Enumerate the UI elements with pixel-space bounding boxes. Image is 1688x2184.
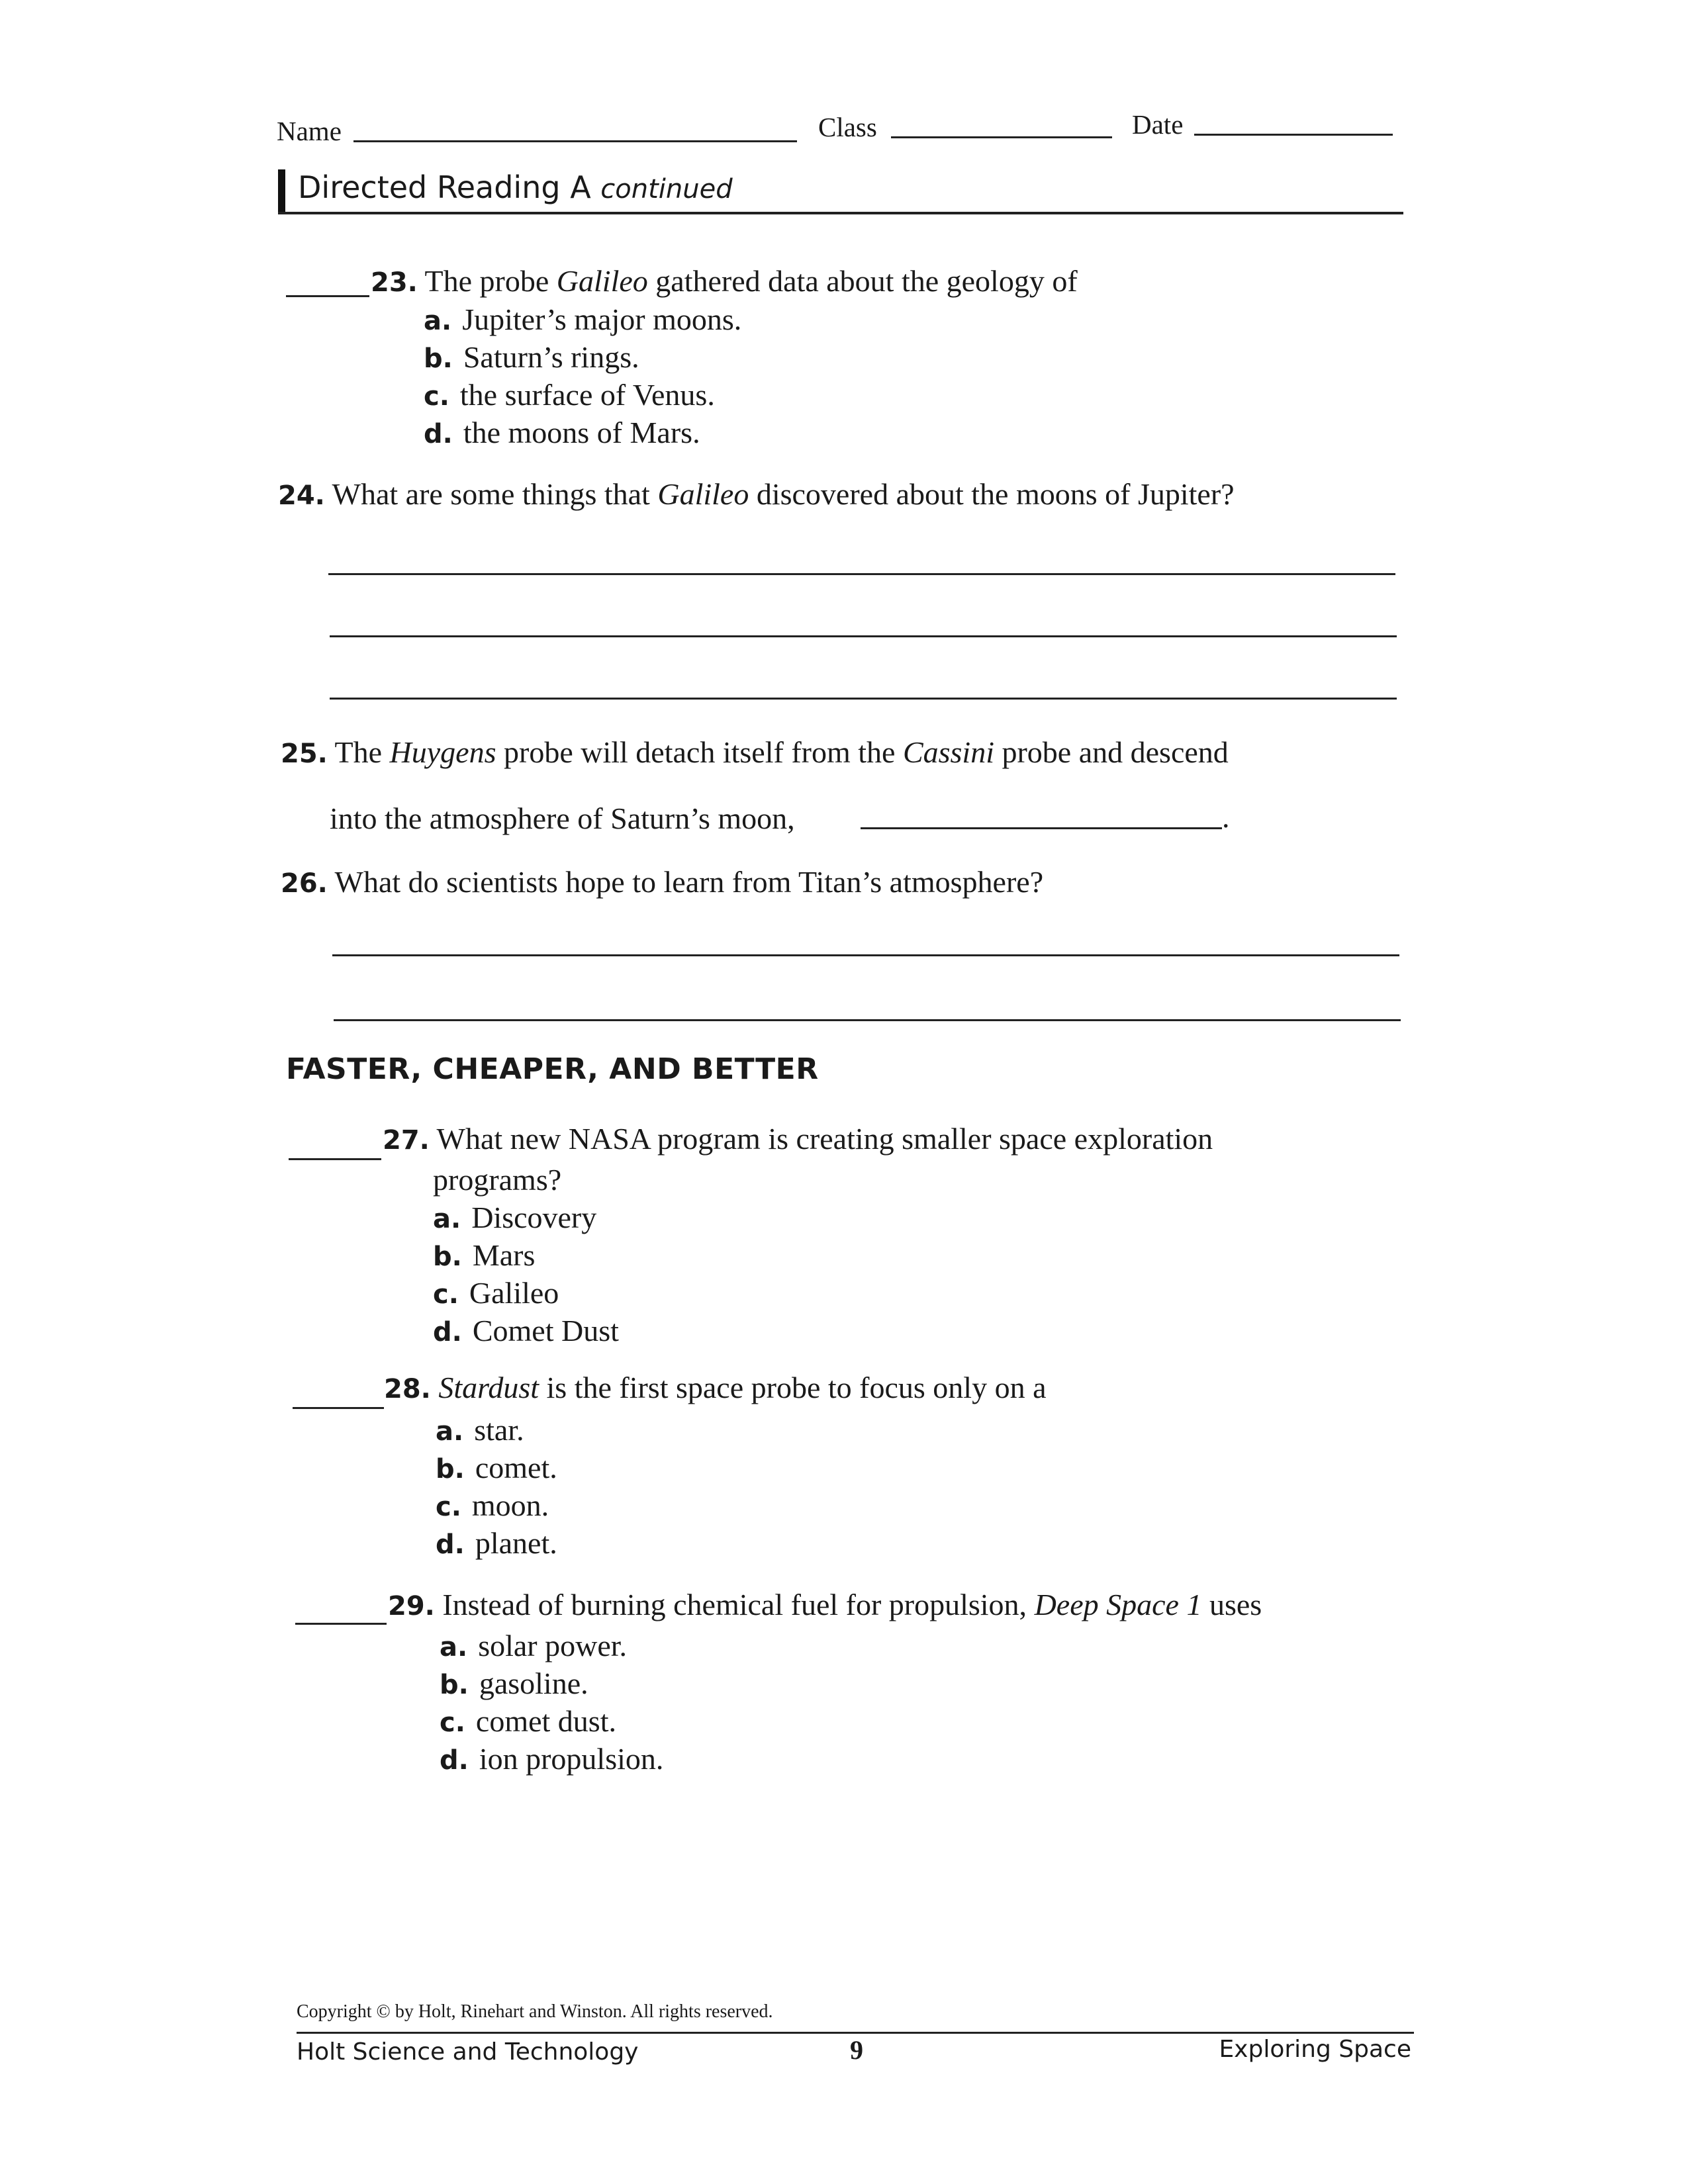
q23-option-text: Saturn’s rings.: [463, 340, 639, 374]
section-heading: FASTER, CHEAPER, AND BETTER: [286, 1052, 819, 1086]
q26-answer-line-2[interactable]: [334, 1019, 1401, 1021]
q25-line-2: [330, 801, 795, 836]
q29-option-letter: a.: [440, 1632, 468, 1662]
q28-option-letter: a.: [436, 1416, 464, 1447]
q24-text-italic: Galileo: [657, 477, 749, 511]
q29-option-text: ion propulsion.: [479, 1742, 664, 1776]
q26-text: What do scientists hope to learn from Titan’s atmosphere?: [334, 865, 1044, 899]
q29-option-text: comet dust.: [475, 1704, 616, 1738]
q27-option-letter: d.: [433, 1317, 462, 1347]
q29-text-italic: Deep Space 1: [1034, 1588, 1202, 1621]
q27-option-letter: c.: [433, 1279, 459, 1310]
name-field[interactable]: [353, 140, 797, 142]
q27-option-c: [433, 1275, 559, 1310]
q29-option-b: [440, 1666, 588, 1701]
page-number: 9: [850, 2035, 863, 2065]
q28-option-letter: d.: [436, 1529, 465, 1560]
q23-option-text: the surface of Venus.: [459, 378, 715, 412]
q24-answer-line-1[interactable]: [328, 573, 1395, 575]
q28-option-letter: b.: [436, 1454, 465, 1484]
q25-answer-blank[interactable]: [861, 827, 1222, 829]
q25-text-2: probe will detach itself from the: [504, 735, 896, 769]
class-label: Class: [818, 112, 877, 142]
q23-stem: [371, 263, 1078, 298]
q29-option-letter: b.: [440, 1670, 469, 1700]
q29-text-before: Instead of burning chemical fuel for propulsion,: [442, 1588, 1027, 1621]
title-marker: [278, 169, 285, 212]
q27-option-text: Discovery: [471, 1201, 597, 1234]
q25-italic-1: Huygens: [389, 735, 496, 769]
q24-answer-line-3[interactable]: [330, 698, 1397, 700]
q28-option-b: [436, 1450, 557, 1485]
page-title: [298, 169, 733, 205]
q27-option-d: [433, 1313, 619, 1348]
q23-option-c: [424, 377, 715, 412]
class-field[interactable]: [891, 136, 1112, 138]
q25-text-3: probe and descend: [1002, 735, 1229, 769]
q23-text-before: The probe: [424, 264, 549, 298]
q28-option-letter: c.: [436, 1492, 461, 1522]
q27-text: What new NASA program is creating smaller space exploration: [436, 1122, 1213, 1156]
q25-stem: [281, 735, 1229, 770]
q29-text-after: uses: [1209, 1588, 1262, 1621]
date-field[interactable]: [1194, 134, 1393, 136]
q29-option-c: [440, 1704, 616, 1739]
q23-option-letter: a.: [424, 306, 452, 336]
q24-stem: [278, 477, 1235, 512]
q23-option-letter: c.: [424, 381, 449, 412]
q25-line-2-text: into the atmosphere of Saturn’s moon,: [330, 801, 795, 835]
q29-stem: [388, 1587, 1262, 1622]
page-title-text: Directed Reading A: [298, 169, 591, 205]
q29-option-a: [440, 1628, 627, 1663]
q23-option-d: [424, 415, 700, 450]
q28-option-a: [436, 1412, 524, 1447]
q28-option-d: [436, 1525, 557, 1561]
q23-number: 23.: [371, 267, 418, 298]
q23-option-text: Jupiter’s major moons.: [462, 302, 742, 336]
q23-text-after: gathered data about the geology of: [655, 264, 1078, 298]
footer-rule: [297, 2032, 1414, 2034]
q25-italic-2: Cassini: [902, 735, 994, 769]
q27-stem-cont: programs?: [433, 1163, 562, 1197]
q24-answer-line-2[interactable]: [330, 635, 1397, 637]
q28-option-text: moon.: [471, 1488, 549, 1522]
q28-number: 28.: [384, 1374, 431, 1404]
q23-option-letter: d.: [424, 419, 453, 449]
q29-answer-blank[interactable]: [295, 1623, 387, 1625]
q29-option-letter: d.: [440, 1745, 469, 1776]
q26-stem: [281, 864, 1043, 899]
q29-option-letter: c.: [440, 1707, 465, 1738]
q29-number: 29.: [388, 1591, 435, 1621]
q28-answer-blank[interactable]: [293, 1407, 384, 1409]
q27-option-letter: a.: [433, 1204, 461, 1234]
q28-stem: [384, 1370, 1047, 1405]
q23-text-italic: Galileo: [556, 264, 648, 298]
footer-chapter-title: Exploring Space: [1219, 2036, 1411, 2063]
q25-text-1: The: [334, 735, 383, 769]
q28-option-text: planet.: [475, 1526, 557, 1560]
q23-option-b: [424, 340, 639, 375]
q28-option-text: star.: [474, 1413, 524, 1447]
q29-option-text: gasoline.: [479, 1666, 588, 1700]
q27-option-text: Mars: [472, 1238, 536, 1272]
q28-option-c: [436, 1488, 549, 1523]
section-title-bar: [278, 168, 1403, 214]
q25-number: 25.: [281, 739, 328, 769]
q27-stem: [383, 1121, 1213, 1156]
q27-number: 27.: [383, 1125, 430, 1156]
q28-text-italic: Stardust: [438, 1371, 539, 1404]
q27-option-b: [433, 1238, 535, 1273]
q29-option-d: [440, 1741, 663, 1776]
footer-book-title: Holt Science and Technology: [297, 2038, 639, 2066]
q24-number: 24.: [278, 480, 325, 511]
q28-text-after: is the first space probe to focus only on a: [546, 1371, 1047, 1404]
q25-period: .: [1222, 800, 1230, 834]
page-title-continued: continued: [600, 174, 733, 205]
q27-option-a: [433, 1200, 596, 1235]
q26-number: 26.: [281, 868, 328, 899]
date-label: Date: [1132, 109, 1184, 140]
q24-text-after: discovered about the moons of Jupiter?: [756, 477, 1235, 511]
q27-option-text: Galileo: [469, 1276, 559, 1310]
q27-answer-blank[interactable]: [289, 1158, 381, 1160]
name-label: Name: [277, 116, 342, 146]
q27-option-text: Comet Dust: [472, 1314, 619, 1347]
q23-option-letter: b.: [424, 343, 453, 374]
q26-answer-line-1[interactable]: [332, 954, 1399, 956]
q23-option-text: the moons of Mars.: [463, 416, 700, 449]
q28-option-text: comet.: [475, 1451, 557, 1484]
q24-text-before: What are some things that: [332, 477, 650, 511]
q23-answer-blank[interactable]: [286, 295, 369, 297]
q29-option-text: solar power.: [478, 1629, 628, 1662]
q23-option-a: [424, 302, 741, 337]
q27-option-letter: b.: [433, 1242, 462, 1272]
copyright-notice: Copyright © by Holt, Rinehart and Winston. All rights reserved.: [297, 2001, 773, 2022]
